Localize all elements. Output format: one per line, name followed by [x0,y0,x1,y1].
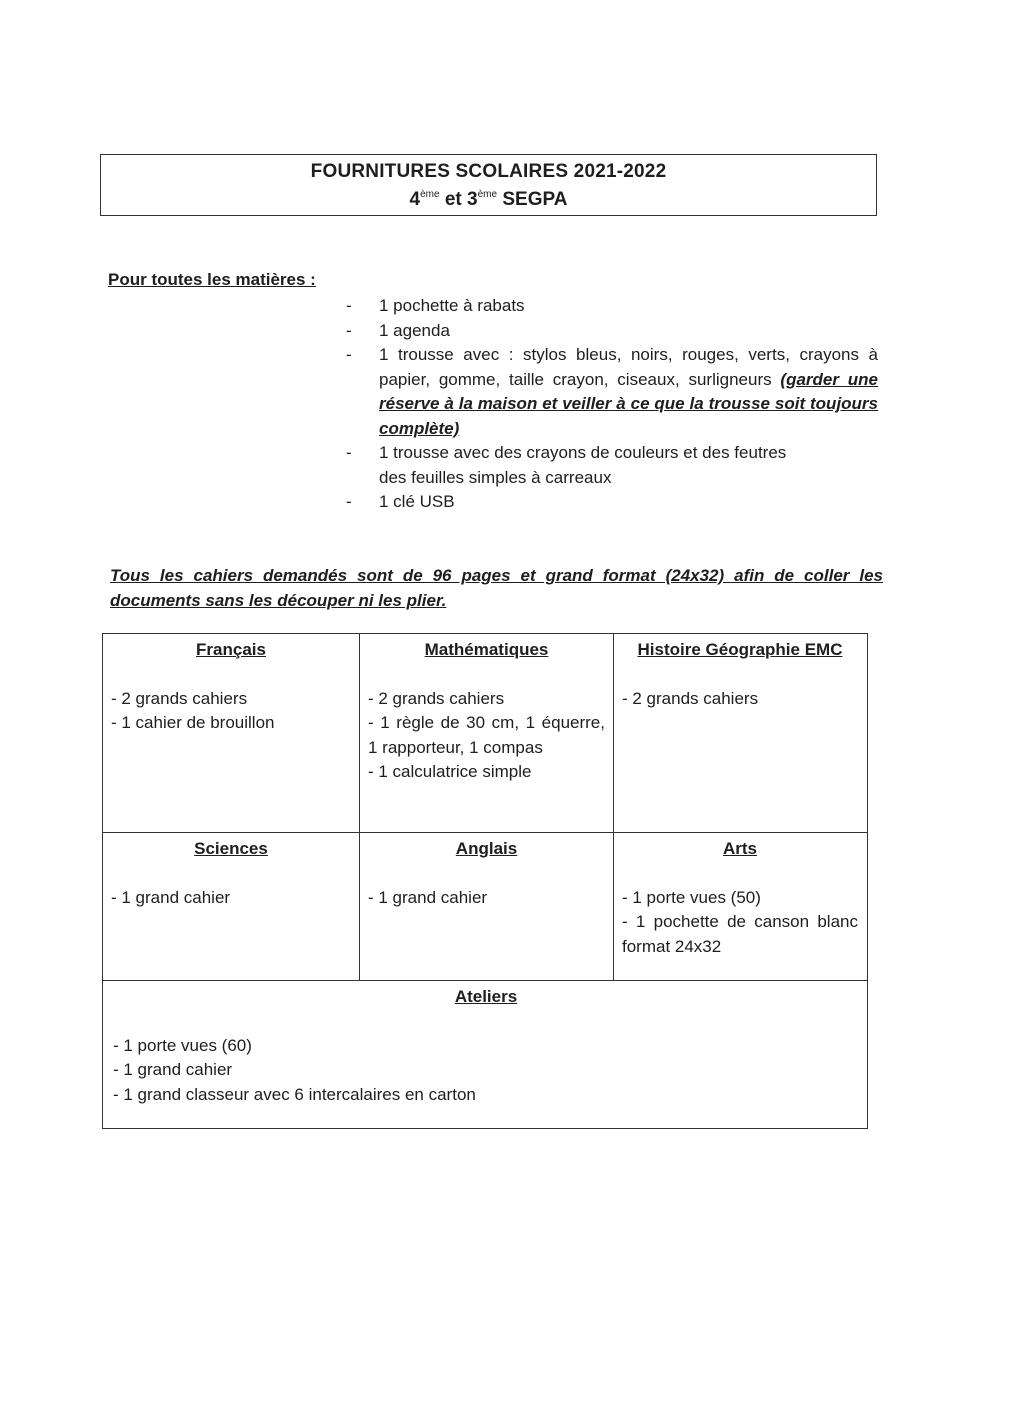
table-row [103,634,867,833]
connector-word: et [444,189,462,210]
subject-cell-anglais [359,833,613,980]
subject-item: - 1 règle de 30 cm, 1 équerre, 1 rapporteur, 1 compas [368,713,605,757]
item-text: 1 agenda [379,320,450,340]
subject-cell-arts [613,833,866,980]
document-subtitle [101,189,876,211]
subject-items [111,886,351,911]
item-text: 1 trousse avec des crayons de couleurs et des feutres [379,443,787,462]
list-item [346,441,878,466]
list-item [346,343,878,441]
list-item [346,319,878,344]
subject-cell-francais [103,634,359,832]
subject-items [622,886,858,960]
subject-item: - 1 grand classeur avec 6 intercalaires en carton [113,1084,476,1104]
list-item [346,466,878,491]
subject-item: - 2 grands cahiers [368,688,505,708]
table-row [103,833,867,981]
subject-item: - 1 grand cahier [111,887,231,907]
grade-a-suffix: ème [420,189,440,200]
item-text: 1 pochette à rabats [379,296,525,315]
notebook-format-notice: Tous les cahiers demandés sont de 96 pages et grand format (24x32) afin de coller les documents sans les découper ni les plier. [110,566,883,610]
grade-b-suffix: ème [477,189,498,200]
list-dash: - [346,443,352,462]
subject-item: - 2 grands cahiers [111,688,248,708]
subject-item: - 1 pochette de canson blanc format 24x32 [622,912,858,956]
subject-title: Ateliers [454,987,518,1006]
subject-item: - 1 cahier de brouillon [111,713,275,732]
subject-item: - 1 grand cahier [113,1060,233,1079]
subject-items [622,687,858,712]
item-text: 1 clé USB [379,492,455,511]
header-box [100,154,877,216]
subject-items [368,886,605,911]
document-title: FOURNITURES SCOLAIRES 2021-2022 [310,161,667,182]
subject-item: - 1 porte vues (60) [113,1035,252,1055]
subject-items [113,1034,859,1108]
item-text: des feuilles simples à carreaux [379,467,612,487]
subject-cell-maths [359,634,613,832]
table-row [103,981,867,1128]
list-dash: - [346,492,352,511]
subject-cell-histoire [613,634,866,832]
list-item [346,294,878,319]
subject-title: Anglais [455,839,518,858]
subject-item: - 1 grand cahier [368,887,488,907]
list-dash: - [346,296,352,315]
subject-item: - 2 grands cahiers [622,688,759,708]
subjects-table [102,633,868,1129]
subject-item: - 1 porte vues (50) [622,887,761,907]
all-subjects-heading: Pour toutes les matières : [108,270,316,289]
subject-title: Mathématiques [424,640,549,659]
list-dash: - [346,320,352,340]
item-text: 1 trousse avec : stylos bleus, noirs, rouges, verts, crayons à papier, gomme, taille crayon, ciseaux, surligneurs [379,345,878,389]
subject-item: - 1 calculatrice simple [368,762,532,781]
subject-items [368,687,605,785]
list-dash: - [346,345,352,364]
item-emphasis-note: (garder une réserve à la maison et veiller à ce que la trousse soit toujours complète) [379,369,878,438]
subject-title: Histoire Géographie EMC [637,640,843,659]
grade-b-number: 3 [467,189,478,210]
grade-a-number: 4 [409,189,421,210]
all-subjects-list [346,294,878,515]
subject-title: Arts [722,839,757,858]
subject-cell-ateliers [103,981,867,1128]
subject-cell-sciences [103,833,359,980]
program-name: SEGPA [502,189,568,210]
subject-items [111,687,351,736]
list-item [346,490,878,515]
subject-title: Français [196,640,266,659]
subject-title: Sciences [194,839,268,858]
